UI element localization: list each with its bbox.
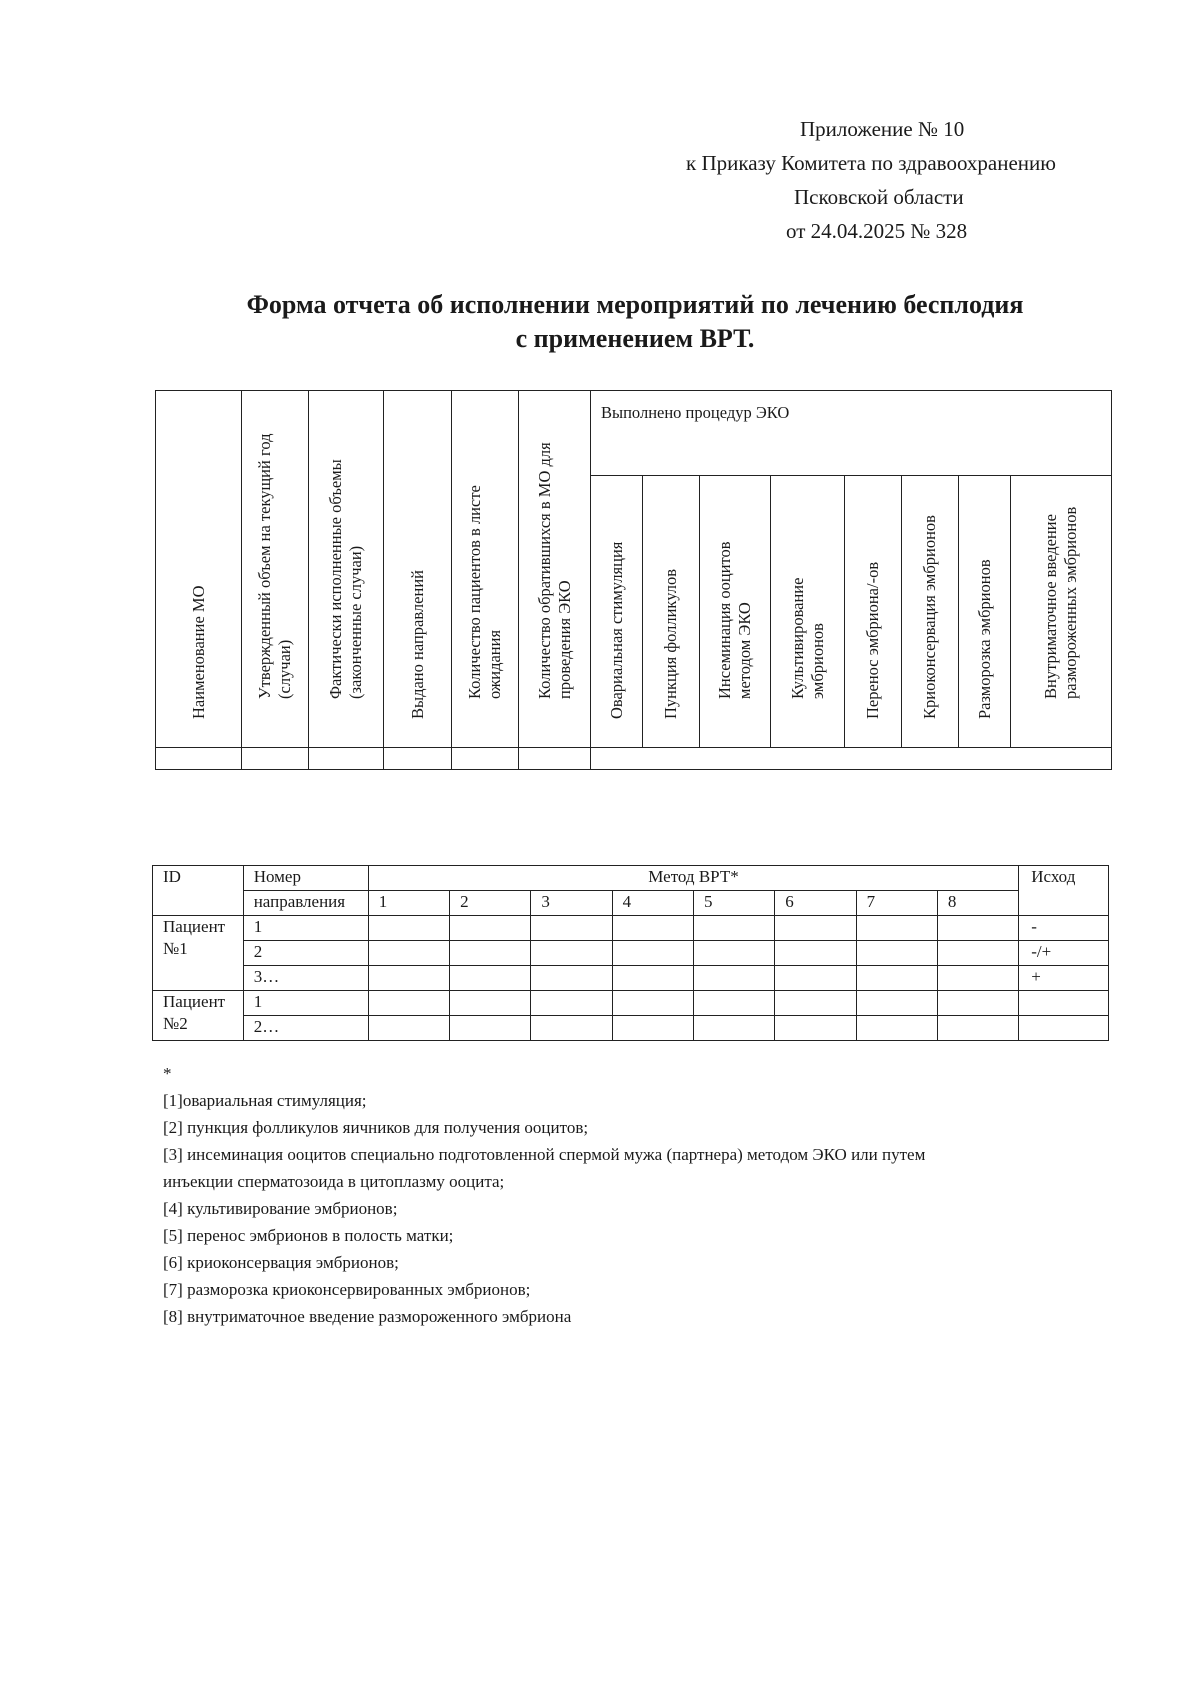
header-art-method: Метод ВРТ*	[368, 866, 1018, 891]
empty-cell	[309, 748, 384, 770]
referral-number: 1	[243, 916, 368, 941]
empty-cell	[242, 748, 309, 770]
sub-header-intrauterine-transfer: Внутриматочное введение размороженных эмбрионов	[1011, 476, 1112, 748]
empty-cell	[384, 748, 452, 770]
col-header-referrals-issued: Выдано направлений	[384, 391, 452, 748]
method-number: 6	[775, 891, 856, 916]
outcome-value: -/+	[1019, 941, 1109, 966]
method-number: 8	[937, 891, 1018, 916]
method-number: 5	[693, 891, 774, 916]
title-line-2: с применением ВРТ.	[515, 324, 755, 353]
method-number: 1	[368, 891, 449, 916]
sub-header-cryopreservation: Криоконсервация эмбрионов	[902, 476, 959, 748]
title-line-1: Форма отчета об исполнении мероприятий по лечению бесплодия	[246, 290, 1024, 319]
header-referral-line-2: направления	[243, 891, 368, 916]
referral-number: 3…	[243, 966, 368, 991]
col-header-applied-for-ivf: Количество обратившихся в МО для проведения ЭКО	[519, 391, 591, 748]
footnote-marker: *	[163, 1064, 172, 1083]
appendix-number: Приложение № 10	[800, 117, 965, 141]
referral-number: 1	[243, 991, 368, 1016]
report-table	[155, 390, 1112, 770]
table-row	[153, 916, 1109, 941]
outcome-value: -	[1019, 916, 1109, 941]
footnote-item: [6] криоконсервация эмбрионов;	[163, 1253, 399, 1272]
sub-header-oocyte-insemination: Инсеминация ооцитов методом ЭКО	[700, 476, 771, 748]
table-row	[153, 1016, 1109, 1041]
outcome-value: +	[1019, 966, 1109, 991]
header-outcome: Исход	[1019, 866, 1109, 916]
footnote-item: [8] внутриматочное введение размороженного эмбриона	[163, 1307, 572, 1326]
footnote-item: [7] разморозка криоконсервированных эмбрионов;	[163, 1280, 531, 1299]
footnote-item: [4] культивирование эмбрионов;	[163, 1199, 398, 1218]
referral-number: 2…	[243, 1016, 368, 1041]
document-title	[150, 288, 1120, 356]
empty-cell	[591, 748, 1112, 770]
col-header-actual-volume: Фактически исполненные объемы (законченные случаи)	[309, 391, 384, 748]
footnotes	[163, 1060, 1123, 1330]
method-number: 7	[856, 891, 937, 916]
footnote-item: инъекции сперматозоида в цитоплазму ооцита;	[163, 1172, 505, 1191]
header-id: ID	[153, 866, 244, 916]
method-number: 4	[612, 891, 693, 916]
sub-header-embryo-cultivation: Культивирование эмбрионов	[771, 476, 845, 748]
col-header-approved-volume: Утвержденный объем на текущий год (случаи)	[242, 391, 309, 748]
patient-id: Пациент №2	[153, 991, 244, 1041]
empty-cell	[519, 748, 591, 770]
table-row	[153, 941, 1109, 966]
table-row	[156, 748, 1112, 770]
footnote-item: [1]овариальная стимуляция;	[163, 1091, 367, 1110]
sub-header-embryo-transfer: Перенос эмбриона/-ов	[845, 476, 902, 748]
sub-header-ovarian-stimulation: Овариальная стимуляция	[591, 476, 643, 748]
sub-header-thawing: Разморозка эмбрионов	[959, 476, 1011, 748]
empty-cell	[452, 748, 519, 770]
referral-number: 2	[243, 941, 368, 966]
footnote-item: [5] перенос эмбрионов в полость матки;	[163, 1226, 454, 1245]
empty-cell	[156, 748, 242, 770]
sub-header-follicle-puncture: Пункция фолликулов	[643, 476, 700, 748]
method-number: 2	[450, 891, 531, 916]
appendix-date-number: от 24.04.2025 № 328	[786, 219, 968, 243]
outcome-value	[1019, 991, 1109, 1016]
patient-id: Пациент №1	[153, 916, 244, 991]
table-row	[153, 966, 1109, 991]
outcome-value	[1019, 1016, 1109, 1041]
patient-table	[152, 865, 1109, 1041]
col-header-waiting-list: Количество пациентов в листе ожидания	[452, 391, 519, 748]
appendix-order-ref: к Приказу Комитета по здравоохранению	[686, 151, 1056, 175]
footnote-item: [2] пункция фолликулов яичников для получения ооцитов;	[163, 1118, 589, 1137]
method-number: 3	[531, 891, 612, 916]
footnote-item: [3] инсеминация ооцитов специально подготовленной спермой мужа (партнера) методом ЭКО или путем	[163, 1145, 926, 1164]
table-row	[153, 991, 1109, 1016]
appendix-region: Псковской области	[794, 185, 964, 209]
appendix-header	[600, 112, 1120, 248]
header-referral-line-1: Номер	[243, 866, 368, 891]
group-header-ivf-procedures: Выполнено процедур ЭКО	[591, 391, 1112, 476]
col-header-mo-name: Наименование МО	[156, 391, 242, 748]
